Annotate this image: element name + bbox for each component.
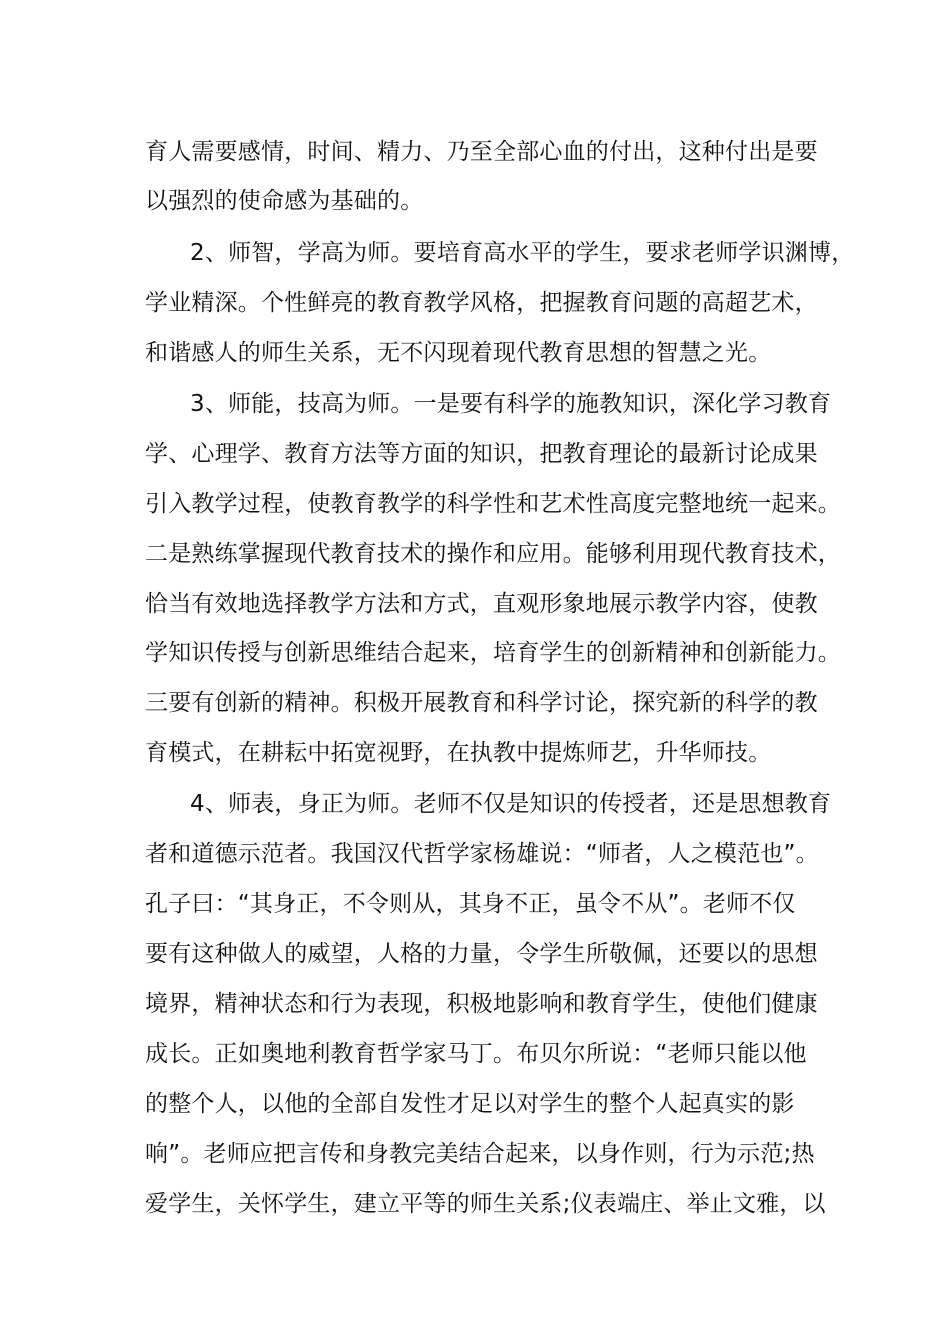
text-line: 孔子曰：“其身正，不令则从，其身不正，虽令不从”。老师不仅: [145, 891, 796, 917]
text-line: 学业精深。个性鲜亮的教育教学风格，把握教育问题的高超艺术，: [145, 290, 818, 316]
paragraph-heading-line: 2、师智，学高为师。要培育高水平的学生，要求老师学识渊博，: [190, 240, 855, 266]
paragraph-heading-line: 4、师表，身正为师。老师不仅是知识的传授者，还是思想教育: [190, 791, 832, 817]
text-line: 爱学生，关怀学生，建立平等的师生关系;仪表端庄、举止文雅，以: [145, 1191, 826, 1217]
text-line: 育人需要感情，时间、精力、乃至全部心血的付出，这种付出是要: [145, 139, 818, 165]
text-line: 和谐感人的师生关系，无不闪现着现代教育思想的智慧之光。: [145, 340, 772, 366]
text-line: 境界，精神状态和行为表现，积极地影响和教育学生，使他们健康: [145, 991, 818, 1017]
text-line: 响”。老师应把言传和身教完美结合起来，以身作则，行为示范;热: [145, 1141, 815, 1167]
text-line: 的整个人，以他的全部自发性才足以对学生的整个人起真实的影: [145, 1091, 795, 1117]
text-line: 学知识传授与创新思维结合起来，培育学生的创新精神和创新能力。: [145, 640, 841, 666]
text-line: 引入教学过程，使教育教学的科学性和艺术性高度完整地统一起来。: [145, 491, 841, 517]
text-line: 要有这种做人的威望，人格的力量，令学生所敬佩，还要以的思想: [145, 941, 818, 967]
text-line: 成长。正如奥地利教育哲学家马丁。布贝尔所说：“老师只能以他: [145, 1041, 807, 1067]
text-line: 学、心理学、教育方法等方面的知识，把教育理论的最新讨论成果: [145, 441, 818, 467]
text-line: 者和道德示范者。我国汉代哲学家杨雄说：“师者，人之模范也”。: [145, 841, 819, 867]
text-line: 以强烈的使命感为基础的。: [145, 188, 424, 214]
text-line: 三要有创新的精神。积极开展教育和科学讨论，探究新的科学的教: [145, 690, 818, 716]
paragraph-heading-line: 3、师能，技高为师。一是要有科学的施教知识，深化学习教育: [190, 391, 832, 417]
text-line: 恰当有效地选择教学方法和方式，直观形象地展示教学内容，使教: [145, 591, 818, 617]
text-line: 育模式，在耕耘中拓宽视野，在执教中提炼师艺，升华师技。: [145, 740, 772, 766]
text-line: 二是熟练掌握现代教育技术的操作和应用。能够利用现代教育技术，: [145, 541, 841, 567]
